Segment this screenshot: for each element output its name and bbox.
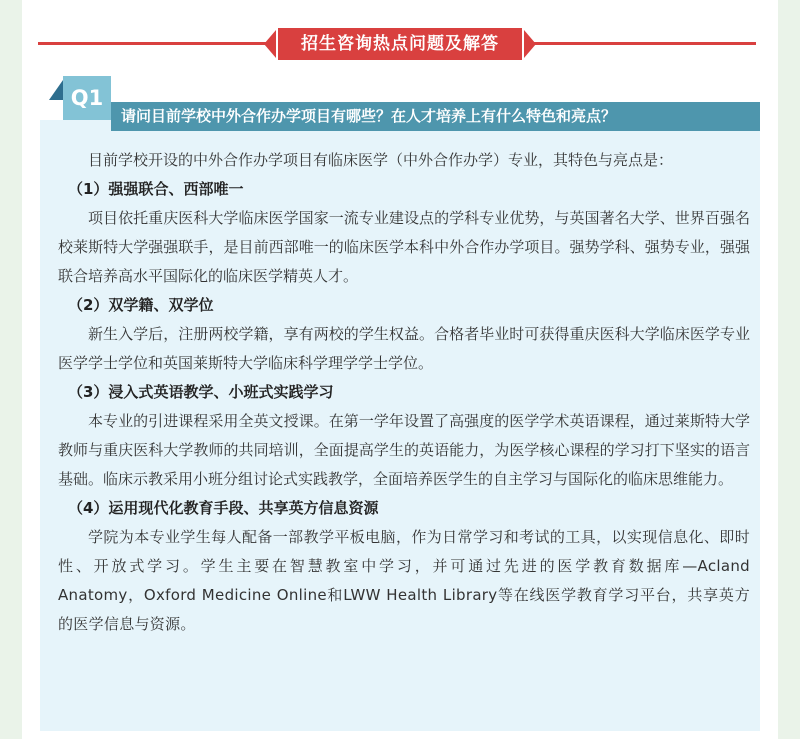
answer-box: [40, 120, 760, 731]
question-badge: Q1: [63, 76, 111, 120]
point-body-3: 本专业的引进课程采用全英文授课。在第一学年设置了高强度的医学学术英语课程，通过莱斯特大学教师与重庆医科大学教师的共同培训，全面提高学生的英语能力，为医学核心课程的学习打下坚实的语言基础。临床示教采用小班分组讨论式实践教学，全面培养医学生的自主学习与国际化的临床思维能力。: [58, 412, 750, 488]
section-banner-title: 招生咨询热点问题及解答: [276, 26, 524, 62]
point-heading-4: （4）运用现代化教育手段、共享英方信息资源: [68, 499, 379, 517]
banner-arrow-left: [264, 30, 276, 58]
point-heading-3: （3）浸入式英语教学、小班式实践学习: [68, 383, 334, 401]
point-heading-1: （1）强强联合、西部唯一: [68, 180, 244, 198]
banner-arrow-right: [524, 30, 536, 58]
answer-intro: 目前学校开设的中外合作办学项目有临床医学（中外合作办学）专业，其特色与亮点是：: [88, 151, 674, 169]
point-body-4: 学院为本专业学生每人配备一部教学平板电脑，作为日常学习和考试的工具，以实现信息化、即时性、开放式学习。学生主要在智慧教室中学习，并可通过先进的医学教育数据库—Acland Anatomy，Oxford Medicine Online和LWW Health Library等在线医学教育学习平台，共享英方的医学信息与资源。: [58, 528, 750, 633]
question-text: 请问目前学校中外合作办学项目有哪些？在人才培养上有什么特色和亮点？: [111, 102, 760, 131]
banner-rule-right: [524, 42, 756, 45]
point-body-1: 项目依托重庆医科大学临床医学国家一流专业建设点的学科专业优势，与英国著名大学、世界百强名校莱斯特大学强强联手，是目前西部唯一的临床医学本科中外合作办学项目。强势学科、强势专业，强强联合培养高水平国际化的临床医学精英人才。: [58, 209, 750, 285]
point-body-2: 新生入学后，注册两校学籍，享有两校的学生权益。合格者毕业时可获得重庆医科大学临床医学专业医学学士学位和英国莱斯特大学临床科学理学学士学位。: [58, 325, 750, 372]
banner-rule-left: [38, 42, 276, 45]
point-heading-2: （2）双学籍、双学位: [68, 296, 214, 314]
question-fold-corner: [49, 80, 63, 100]
